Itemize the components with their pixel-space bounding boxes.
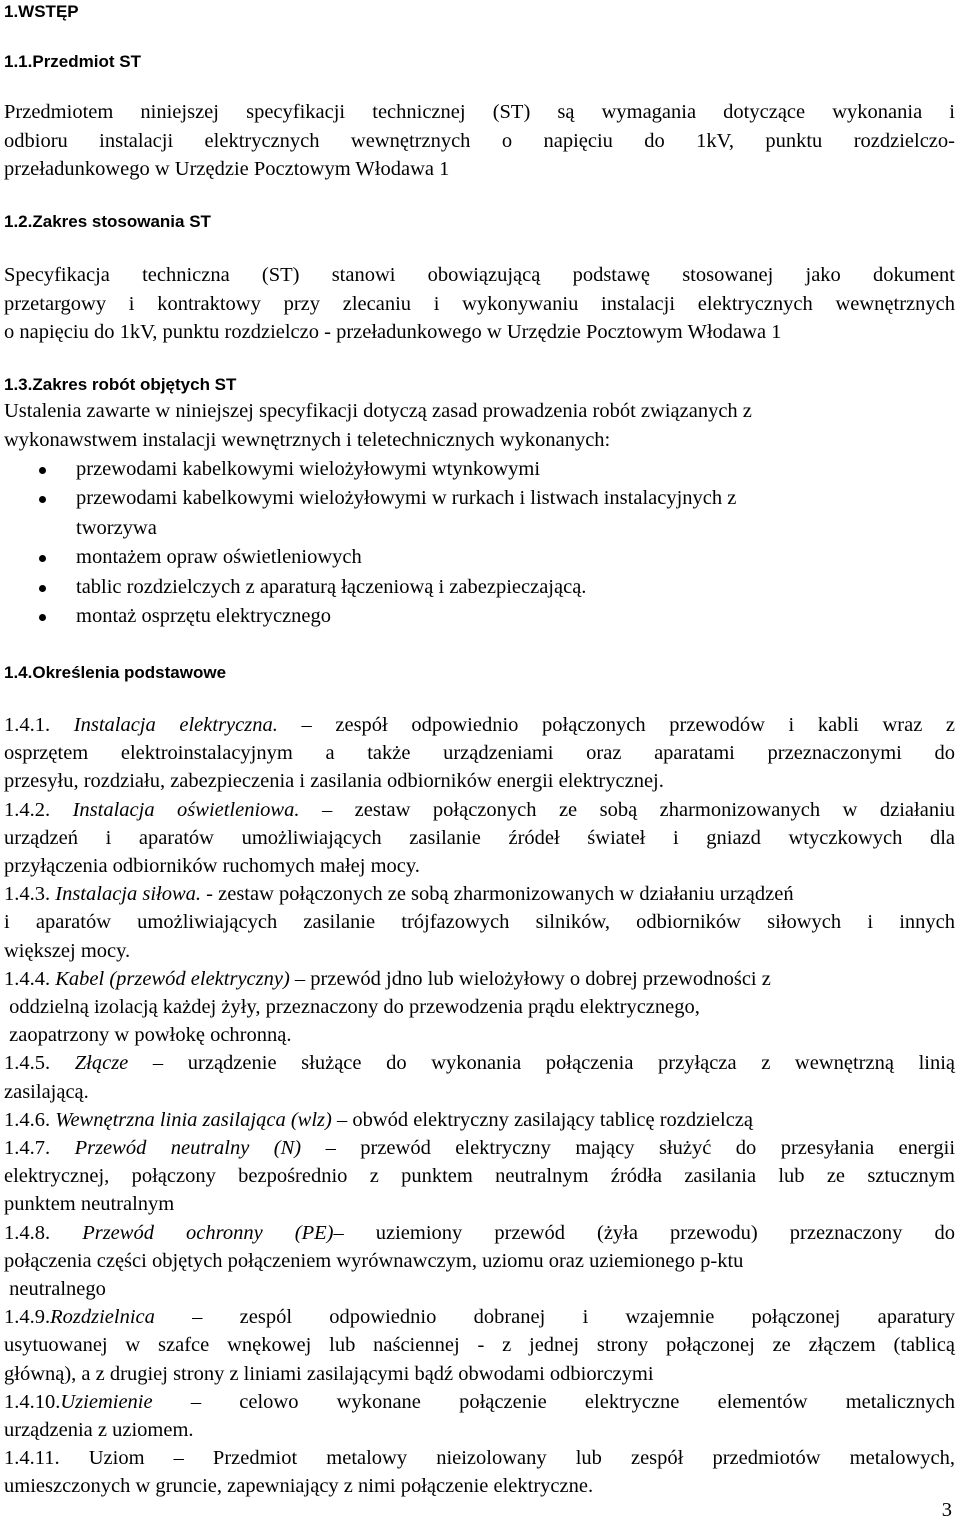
paragraph-line: wykonawstwem instalacji wewnętrznych i teletechnicznych wykonanych: [4,428,611,451]
definition-line: zaopatrzony w powłokę ochronną. [4,1024,292,1047]
definition-line: główną), a z drugiej strony z liniami zasilającymi bądź obwodami odbiorczymi [4,1362,654,1385]
heading-zakres-robot: 1.3.Zakres robót objętych ST [4,375,237,394]
definition-przewod-neutralny: 1.4.7. Przewód neutralny (N) – przewód elektryczny mający służyć do przesyłania energii [4,1137,956,1160]
definition-line: przesyłu, rozdziału, zabezpieczenia i zasilania odbiorników energii elektrycznej. [4,770,664,793]
definition-line: umieszczonych w gruncie, zapewniający z nimi połączenie elektryczne. [4,1475,594,1498]
list-item: montażem opraw oświetleniowych [4,543,955,572]
definition-line: osprzętem elektroinstalacyjnym a także urządzeniami oraz aparatami przeznaczonymi do [4,742,955,765]
paragraph-line: Specyfikacja techniczna (ST) stanowi obowiązującą podstawę stosowanej jako dokument [4,264,955,286]
definition-line: i aparatów umożliwiających zasilanie trójfazowych silników, odbiorników siłowych i innych [4,911,955,934]
list-item: montaż osprzętu elektrycznego [4,602,955,631]
definition-zlacze: 1.4.5. Złącze – urządzenie służące do wykonania połączenia przyłącza z wewnętrzną linią [4,1052,956,1075]
paragraph-line: przetargowy i kontraktowy przy zlecaniu i wykonywaniu instalacji elektrycznych wewnętrznych [4,292,955,315]
heading-okreslenia: 1.4.Określenia podstawowe [4,663,227,682]
definition-wlz: 1.4.6. Wewnętrzna linia zasilająca (wlz) – obwód elektryczny zasilający tablicę rozdzielczą [4,1108,753,1131]
paragraph-przedmiot [4,98,955,184]
page-number: 3 [941,1499,952,1521]
definition-przewod-ochronny: 1.4.8. Przewód ochronny (PE)– uziemiony przewód (żyła przewodu) przeznaczony do [4,1221,955,1244]
definition-line: neutralnego [4,1278,106,1301]
definition-uziom: 1.4.11. Uziom – Przedmiot metalowy nieizolowany lub zespół przedmiotów metalowych, [4,1447,955,1470]
paragraph-line: o napięciu do 1kV, punktu rozdzielczo - przeładunkowego w Urzędzie Pocztowym Włodawa 1 [4,321,782,344]
definition-line: większej mocy. [4,939,131,962]
definition-line: połączenia części objętych połączeniem wyrównawczym, uziomu oraz uziemionego p-ktu [4,1249,744,1272]
bullet-icon [39,614,46,621]
definition-line: urządzenia z uziomem. [4,1419,194,1442]
heading-przedmiot: 1.1.Przedmiot ST [4,52,141,71]
list-item: przewodami kabelkowymi wielożyłowymi w rurkach i listwach instalacyjnych z [4,484,955,513]
bullet-icon [39,585,46,592]
bullet-icon [39,555,46,562]
definition-instalacja-elektryczna: 1.4.1. Instalacja elektryczna. – zespół odpowiednio połączonych przewodów i kabli wraz z [4,714,956,736]
list-item: przewodami kabelkowymi wielożyłowymi wtynkowymi [4,455,955,484]
definition-line: zasilającą. [4,1080,89,1103]
definition-line: przyłączenia odbiorników ruchomych małej mocy. [4,855,420,878]
definition-line: punktem neutralnym [4,1193,175,1216]
definition-instalacja-silowa: 1.4.3. Instalacja siłowa. - zestaw połączonych ze sobą zharmonizowanych w działaniu urządzeń [4,883,794,906]
paragraph-zakres-robot [4,397,955,454]
works-list [4,455,955,631]
list-item: tablic rozdzielczych z aparaturą łączeniową i zabezpieczającą. [4,573,955,602]
paragraph-line: Ustalenia zawarte w niniejszej specyfikacji dotyczą zasad prowadzenia robót związanych z [4,400,752,422]
definition-uziemienie: 1.4.10.Uziemienie – celowo wykonane połączenie elektryczne elementów metalicznych [4,1390,956,1413]
definitions-list [4,711,955,1501]
definition-line: usytuowanej w szafce wnękowej lub naściennej - z jednej strony połączonej ze złączem (tablicą [4,1334,955,1357]
definition-rozdzielnica: 1.4.9.Rozdzielnica – zespól odpowiednio dobranej i wzajemnie połączonej aparatury [4,1306,955,1329]
list-item-continuation: tworzywa [76,516,157,539]
definition-instalacja-oswietleniowa: 1.4.2. Instalacja oświetleniowa. – zestaw połączonych ze sobą zharmonizowanych w działaniu [4,798,956,821]
heading-wstep: 1.WSTĘP [4,2,79,21]
paragraph-line: Przedmiotem niniejszej specyfikacji technicznej (ST) są wymagania dotyczące wykonania i [4,101,955,123]
bullet-icon [39,496,46,503]
definition-line: elektrycznej, połączony bezpośrednio z punktem neutralnym źródła zasilania lub ze sztucznym [4,1165,955,1188]
heading-zakres-stosowania: 1.2.Zakres stosowania ST [4,212,211,231]
paragraph-line: przeładunkowego w Urzędzie Pocztowym Włodawa 1 [4,158,450,181]
definition-line: urządzeń i aparatów umożliwiających zasilanie źródeł świateł i gniazd wtyczkowych dla [4,826,955,849]
bullet-icon [39,467,46,474]
paragraph-line: odbioru instalacji elektrycznych wewnętrznych o napięciu do 1kV, punktu rozdzielczo- [4,129,955,152]
paragraph-zakres-stosowania [4,261,955,347]
definition-kabel: 1.4.4. Kabel (przewód elektryczny) – przewód jdno lub wielożyłowy o dobrej przewodności z [4,967,771,990]
definition-line: oddzielną izolacją każdej żyły, przeznaczony do przewodzenia prądu elektrycznego, [4,996,700,1019]
